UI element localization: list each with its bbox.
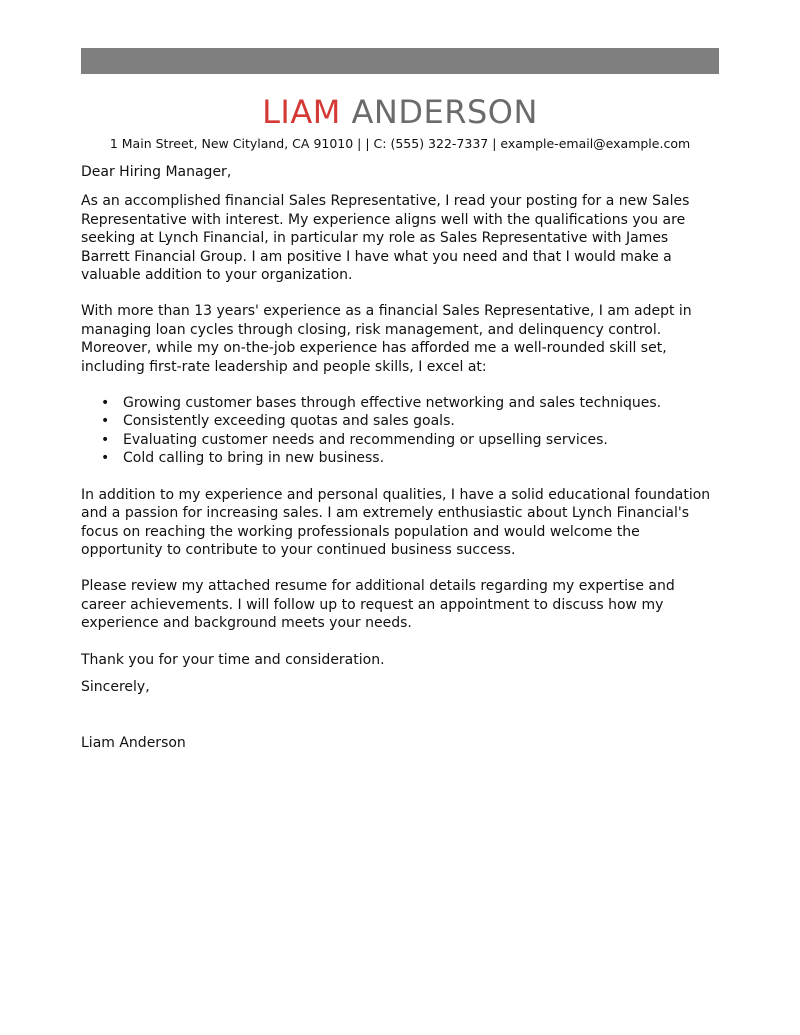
thanks-line: Thank you for your time and consideration.: [81, 651, 385, 668]
header-bar: [81, 48, 719, 74]
salutation: Dear Hiring Manager,: [81, 164, 232, 180]
list-item: • Cold calling to bring in new business.: [81, 449, 721, 467]
last-name: ANDERSON: [351, 93, 538, 131]
applicant-name: [0, 90, 800, 134]
paragraph-follow-up: Please review my attached resume for additional details regarding my expertise and career achievements. I will follow up to request an appointment to discuss how my experience and background meets your needs.: [81, 578, 675, 632]
contact-line: 1 Main Street, New Cityland, CA 91010 | | C: (555) 322-7337 | example-email@example.com: [109, 136, 691, 151]
signature-name: Liam Anderson: [81, 735, 186, 752]
list-item: • Growing customer bases through effective networking and sales techniques.: [81, 394, 721, 412]
closing: Sincerely,: [81, 678, 150, 695]
skills-list: [81, 394, 721, 468]
list-item: • Consistently exceeding quotas and sales goals.: [81, 412, 721, 430]
paragraph-intro: As an accomplished financial Sales Representative, I read your posting for a new Sales Representative with interest. My experience aligns well with the qualifications you are seeking at Lynch Financial, in particular my role as Sales Representative with James Barrett Financial Group. I am positive I have what you need and that I would make a valuable addition to your organization.: [81, 193, 690, 284]
paragraph-experience: With more than 13 years' experience as a financial Sales Representative, I am adept in managing loan cycles through closing, risk management, and delinquency control. Moreover, while my on-the-job experience has afforded me a well-rounded skill set, including first-rate leadership and people skills, I excel at:: [81, 303, 692, 375]
list-item: • Evaluating customer needs and recommending or upselling services.: [81, 431, 721, 449]
first-name: LIAM: [262, 93, 341, 131]
paragraph-education: In addition to my experience and personal qualities, I have a solid educational foundation and a passion for increasing sales. I am extremely enthusiastic about Lynch Financial's focus on reaching the working professionals population and would welcome the opportunity to contribute to your continued business success.: [81, 486, 711, 558]
letter-body: [81, 163, 721, 753]
